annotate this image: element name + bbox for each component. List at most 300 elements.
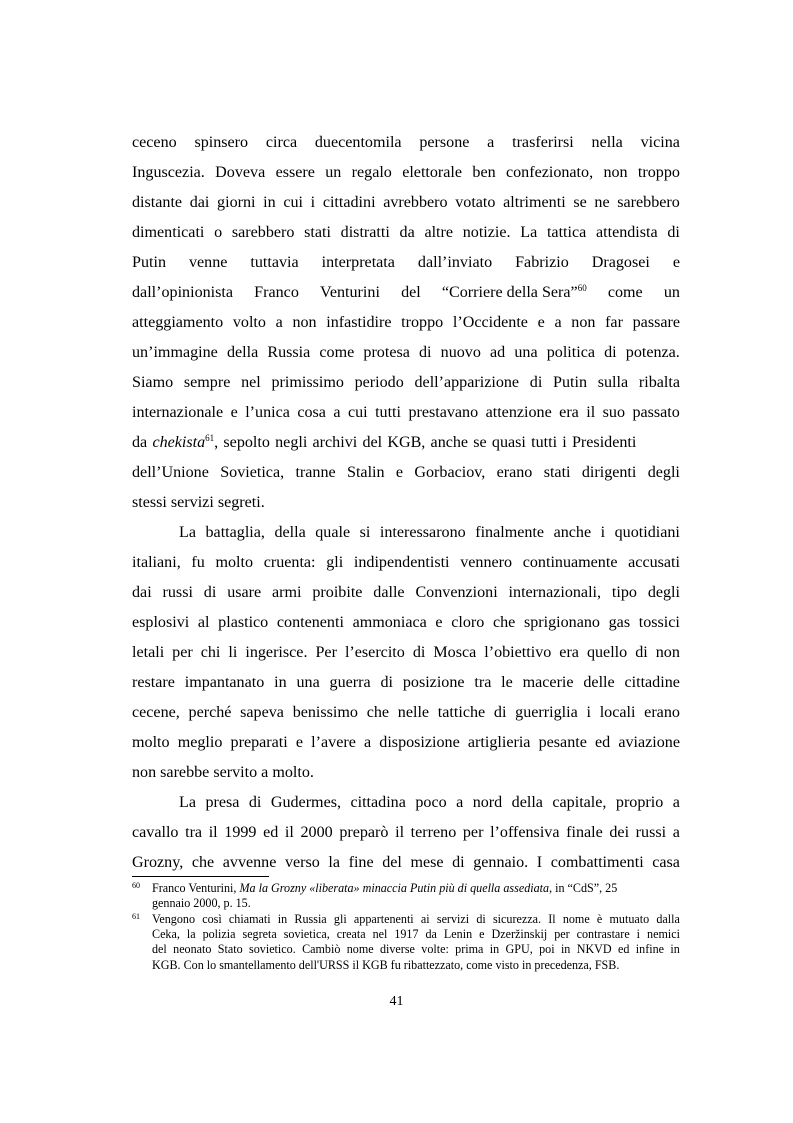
word: passare: [632, 314, 680, 331]
text-line: [132, 133, 680, 163]
word: ad: [490, 344, 506, 361]
word: Russia: [267, 344, 311, 361]
word: al: [197, 614, 210, 631]
word: troppo: [401, 314, 444, 331]
word: in: [274, 674, 287, 691]
word: sovietica,: [283, 927, 330, 941]
word: avvenne: [222, 854, 277, 871]
word: segreta: [242, 927, 277, 941]
word: le: [501, 674, 513, 691]
word: NKVD: [576, 942, 612, 956]
word: degli: [647, 584, 680, 601]
footnote-line: KGB. Con lo smantellamento dell'URSS il KGB fu ribattezzato, come visto in precedenza, FSB.: [152, 958, 620, 972]
text-line: [132, 343, 680, 373]
word: 2000: [300, 824, 333, 841]
word: fu: [191, 554, 205, 571]
footnote-line: [152, 941, 680, 957]
word: degli: [647, 464, 680, 481]
footnote-number-60: 60: [132, 881, 140, 890]
word: tattica: [546, 224, 587, 241]
word: di: [604, 344, 617, 361]
word: da: [425, 927, 437, 941]
word: sapeva: [240, 704, 284, 721]
footnote-ref-61: 61: [205, 433, 215, 443]
word: una: [514, 344, 538, 361]
word: volte:: [421, 942, 449, 956]
word: Cambiò: [302, 942, 341, 956]
word: l’unica: [245, 404, 290, 421]
word: a: [456, 794, 464, 811]
word: battaglia,: [205, 524, 265, 541]
word: contenenti: [276, 614, 344, 631]
word: l’obiettivo: [484, 644, 552, 661]
word: i: [310, 194, 316, 211]
word: della: [226, 344, 259, 361]
word: a: [554, 314, 562, 331]
text-line: [132, 163, 680, 193]
word: periodo: [354, 374, 404, 391]
word: ed: [618, 942, 630, 956]
word: in: [560, 942, 571, 956]
word: per: [554, 927, 570, 941]
word: non: [603, 164, 628, 181]
footnote-line: [152, 926, 680, 942]
word: e: [295, 734, 304, 751]
word: del: [152, 942, 167, 956]
word: l’offensiva: [490, 824, 560, 841]
word: GPU,: [505, 942, 533, 956]
word: dei: [609, 824, 630, 841]
word: cui: [347, 404, 368, 421]
word: e: [230, 404, 238, 421]
word: Doveva: [215, 164, 266, 181]
word: tra: [474, 674, 492, 691]
word: neonato: [173, 942, 212, 956]
word: tipo: [611, 584, 637, 601]
word: la: [328, 854, 341, 871]
word: un: [325, 164, 342, 181]
text-line: stessi servizi segreti.: [132, 494, 265, 511]
word: prima: [455, 942, 484, 956]
newspaper-title: “Corriere della Sera”: [441, 284, 578, 301]
text-line: [132, 793, 680, 823]
word: aviazione: [618, 734, 680, 751]
word: regalo: [351, 164, 392, 181]
word: cruenta:: [263, 554, 316, 571]
word: posizione: [402, 674, 465, 691]
text-line: [132, 613, 680, 643]
text-line: [132, 523, 680, 553]
word: Per: [315, 644, 337, 661]
word: o: [214, 224, 223, 241]
word: preparò: [339, 824, 389, 841]
word: Putin: [132, 254, 166, 271]
word: Convenzioni: [415, 584, 498, 601]
word: Vengono: [152, 912, 195, 926]
word: tutti: [375, 404, 401, 421]
word: Russia: [294, 912, 327, 926]
word: I: [536, 854, 543, 871]
word: benissimo: [292, 704, 358, 721]
word: li: [228, 644, 238, 661]
word: come: [607, 284, 643, 301]
word: da: [132, 434, 148, 451]
word: cavallo: [132, 824, 179, 841]
word: gas: [608, 614, 631, 631]
word: letali: [132, 644, 165, 661]
word: di: [419, 344, 432, 361]
word: servizi: [436, 912, 470, 926]
word: cittadina: [350, 794, 406, 811]
footnote-line: [152, 911, 680, 927]
word: russi: [162, 584, 193, 601]
word: gennaio.: [473, 854, 529, 871]
word: suo: [602, 404, 626, 421]
word: Gudermes,: [270, 794, 342, 811]
word: in: [489, 942, 500, 956]
word: tossici: [638, 614, 680, 631]
word: pesante: [538, 734, 587, 751]
word: della: [511, 794, 543, 811]
word: per: [172, 644, 193, 661]
word: italiani,: [132, 554, 181, 571]
word: di: [412, 644, 426, 661]
word: Siamo: [132, 374, 174, 391]
newspaper-name: [442, 283, 587, 313]
word: dalle: [373, 584, 405, 601]
word: che: [492, 614, 516, 631]
word: l’Occidente: [452, 314, 528, 331]
word: dai: [132, 584, 152, 601]
word: dirigenti: [581, 464, 637, 481]
word: si: [359, 524, 371, 541]
word: di: [380, 674, 394, 691]
word: presa: [205, 794, 240, 811]
word: e: [395, 464, 404, 481]
word: come: [319, 344, 355, 361]
word: trasferirsi: [512, 134, 574, 151]
word: Dzeržinskij: [491, 927, 548, 941]
word: l’avere: [311, 734, 356, 751]
word: nome: [562, 912, 590, 926]
word: Lenin: [443, 927, 473, 941]
word: molto: [215, 554, 254, 571]
footnote-article-title: Ma la Grozny «liberata» minaccia Putin più di quella assediata: [239, 881, 550, 895]
word: indipendentisti: [353, 554, 450, 571]
word: attendista: [595, 224, 658, 241]
word: Venturini: [320, 284, 380, 301]
word: a: [672, 794, 680, 811]
word: e: [537, 314, 545, 331]
word: anche: [553, 524, 592, 541]
word: Gorbaciov,: [414, 464, 486, 481]
footnote-number-61: 61: [132, 912, 140, 921]
word: e: [672, 254, 680, 271]
italic-term: chekista: [152, 434, 206, 451]
word: capitale,: [552, 794, 607, 811]
word: dell’Unione: [132, 464, 209, 481]
word: passato: [632, 404, 680, 421]
word: di: [667, 224, 680, 241]
word: ben: [472, 164, 496, 181]
word: proibite: [312, 584, 363, 601]
word: combattimenti: [550, 854, 644, 871]
word: di: [493, 704, 507, 721]
word: quale: [315, 524, 351, 541]
word: nel: [372, 927, 388, 941]
word: interessarono: [379, 524, 466, 541]
word: stati: [304, 224, 331, 241]
word: casa: [652, 854, 680, 871]
word: Fabrizio: [515, 254, 569, 271]
text-line: [132, 253, 680, 283]
word: giorni: [217, 194, 256, 211]
word: preparati: [230, 734, 288, 751]
word: vicina: [640, 134, 680, 151]
text-line: [132, 463, 680, 493]
word: continuamente: [522, 554, 618, 571]
word: ingerisce.: [245, 644, 308, 661]
word: un’immagine: [132, 344, 218, 361]
word: che: [366, 704, 390, 721]
word: stati: [543, 464, 571, 481]
word: armi: [272, 584, 302, 601]
footnote-line: [152, 880, 680, 896]
word: quello: [586, 644, 628, 661]
word: tra: [185, 824, 203, 841]
word: Stato: [217, 942, 243, 956]
text-line: non sarebbe servito a molto.: [132, 764, 314, 781]
word: meglio: [177, 734, 223, 751]
word: gli: [326, 554, 344, 571]
word: Il: [548, 912, 556, 926]
word: di: [635, 644, 648, 661]
word: il: [586, 404, 596, 421]
word: di: [452, 854, 465, 871]
word: ceceno: [132, 134, 177, 151]
word: tattiche: [437, 704, 486, 721]
text-line: [132, 553, 680, 583]
word: notizie.: [462, 224, 511, 241]
word: troppo: [637, 164, 680, 181]
word: distratti: [340, 224, 390, 241]
word: Dragosei: [591, 254, 650, 271]
text-line: [132, 853, 680, 883]
word: ribalta: [638, 374, 680, 391]
word: venne: [188, 254, 228, 271]
word: in: [670, 942, 680, 956]
word: volto: [232, 314, 266, 331]
word: non: [292, 314, 317, 331]
word: sempre: [183, 374, 231, 391]
word: avrebbero: [383, 194, 448, 211]
word: distante: [132, 194, 183, 211]
footnote-separator: [132, 876, 269, 877]
word: creata: [336, 927, 366, 941]
word: chiamati: [228, 912, 271, 926]
word: e: [479, 927, 485, 941]
word: a: [333, 404, 341, 421]
word: impantanato: [184, 674, 265, 691]
text-line: [132, 643, 680, 673]
word: cittadini: [322, 194, 376, 211]
word: a: [275, 314, 283, 331]
word: sarebbero: [231, 224, 295, 241]
word: non: [655, 644, 680, 661]
word: Inguscezia.: [132, 164, 205, 181]
word: in: [277, 912, 288, 926]
word: diverse: [379, 942, 415, 956]
word: ne: [594, 194, 610, 211]
word: sicurezza.: [492, 912, 541, 926]
text-line: [132, 673, 680, 703]
word: sprigionano: [523, 614, 600, 631]
word: plastico: [218, 614, 269, 631]
word: russi: [635, 824, 667, 841]
word: perché: [188, 704, 232, 721]
word: confezionato,: [505, 164, 594, 181]
word: politica: [546, 344, 595, 361]
word: persone: [419, 134, 470, 151]
text-line: [132, 313, 680, 343]
word: ed: [595, 734, 611, 751]
word: l’esercito: [344, 644, 405, 661]
word: prestavano: [408, 404, 479, 421]
word: internazionali,: [508, 584, 602, 601]
word: un: [663, 284, 680, 301]
word: guerriglia: [515, 704, 578, 721]
word: dimenticati: [132, 224, 205, 241]
word: per: [462, 824, 484, 841]
word: e: [435, 614, 443, 631]
word: elettorale: [402, 164, 463, 181]
text-line: [132, 403, 680, 433]
word: duecentomila: [314, 134, 402, 151]
word: guerra: [329, 674, 371, 691]
word: atteggiamento: [132, 314, 224, 331]
word: molto: [132, 734, 170, 751]
word: potenza.: [625, 344, 680, 361]
text-line: [132, 733, 680, 763]
word: infine: [635, 942, 665, 956]
word: la: [186, 927, 196, 941]
word: non: [571, 314, 596, 331]
word: della: [274, 524, 306, 541]
word: del: [382, 854, 402, 871]
text-run: , sepolto negli archivi del KGB, anche se quasi tutti i Presidenti: [214, 434, 637, 451]
word: cecene,: [132, 704, 180, 721]
word: proprio: [615, 794, 664, 811]
word: sarebbero: [617, 194, 680, 211]
page-number: 41: [389, 994, 404, 1009]
word: era: [559, 644, 579, 661]
word: contrastare: [576, 927, 630, 941]
word: nord: [472, 794, 503, 811]
word: accusati: [628, 554, 680, 571]
word: altre: [424, 224, 454, 241]
word: altrimenti: [503, 194, 566, 211]
word: a: [363, 734, 372, 751]
footnote-author: Franco Venturini,: [152, 881, 240, 895]
word: polizia: [202, 927, 236, 941]
word: nelle: [397, 704, 430, 721]
word: in: [263, 194, 276, 211]
word: Mosca: [433, 644, 477, 661]
word: il: [284, 824, 294, 841]
word: dall’opinionista: [132, 284, 234, 301]
word: erano: [644, 704, 680, 721]
word: essere: [275, 164, 315, 181]
word: far: [605, 314, 623, 331]
word: fine: [348, 854, 374, 871]
word: Ceka,: [152, 927, 180, 941]
word: ammoniaca: [352, 614, 427, 631]
word: poi: [539, 942, 555, 956]
word: Grozny,: [132, 854, 184, 871]
word: La: [520, 224, 538, 241]
text-line: [132, 703, 680, 733]
word: primissimo: [271, 374, 344, 391]
word: dell’apparizione: [414, 374, 520, 391]
word: mutuato: [609, 912, 650, 926]
word: da: [399, 224, 415, 241]
word: macerie: [522, 674, 574, 691]
word: interpretata: [321, 254, 395, 271]
word: disposizione: [379, 734, 460, 751]
word: di: [529, 374, 543, 391]
word: gli: [333, 912, 347, 926]
word: di: [476, 912, 486, 926]
text-line: [132, 823, 680, 853]
word: spinsero: [194, 134, 249, 151]
word: una: [296, 674, 320, 691]
word: quotidiani: [614, 524, 680, 541]
word: così: [202, 912, 222, 926]
word: che: [191, 854, 215, 871]
word: finalmente: [475, 524, 545, 541]
word: delle: [583, 674, 615, 691]
word: nel: [241, 374, 261, 391]
word: esplosivi: [132, 614, 190, 631]
word: 1999: [224, 824, 257, 841]
text-line: [132, 223, 680, 253]
word: è: [596, 912, 603, 926]
word: vennero: [460, 554, 513, 571]
word: nemici: [647, 927, 680, 941]
word: erano: [496, 464, 533, 481]
word: finale: [566, 824, 603, 841]
word: il: [395, 824, 405, 841]
word: dalla: [656, 912, 680, 926]
word: tuttavia: [250, 254, 299, 271]
word: i: [636, 927, 641, 941]
word: nuovo: [440, 344, 481, 361]
word: ai: [420, 912, 430, 926]
word: cittadine: [624, 674, 680, 691]
word: Sovietica,: [220, 464, 285, 481]
word: di: [248, 794, 262, 811]
word: dall’inviato: [417, 254, 493, 271]
word: tranne: [295, 464, 336, 481]
text-line: [132, 583, 680, 613]
text-line: [132, 283, 680, 313]
footnote-ref-60: 60: [577, 283, 587, 293]
text-line: [132, 433, 680, 463]
text-line: [132, 373, 680, 403]
word: chi: [200, 644, 221, 661]
word: terreno: [410, 824, 457, 841]
word: La: [179, 794, 196, 811]
